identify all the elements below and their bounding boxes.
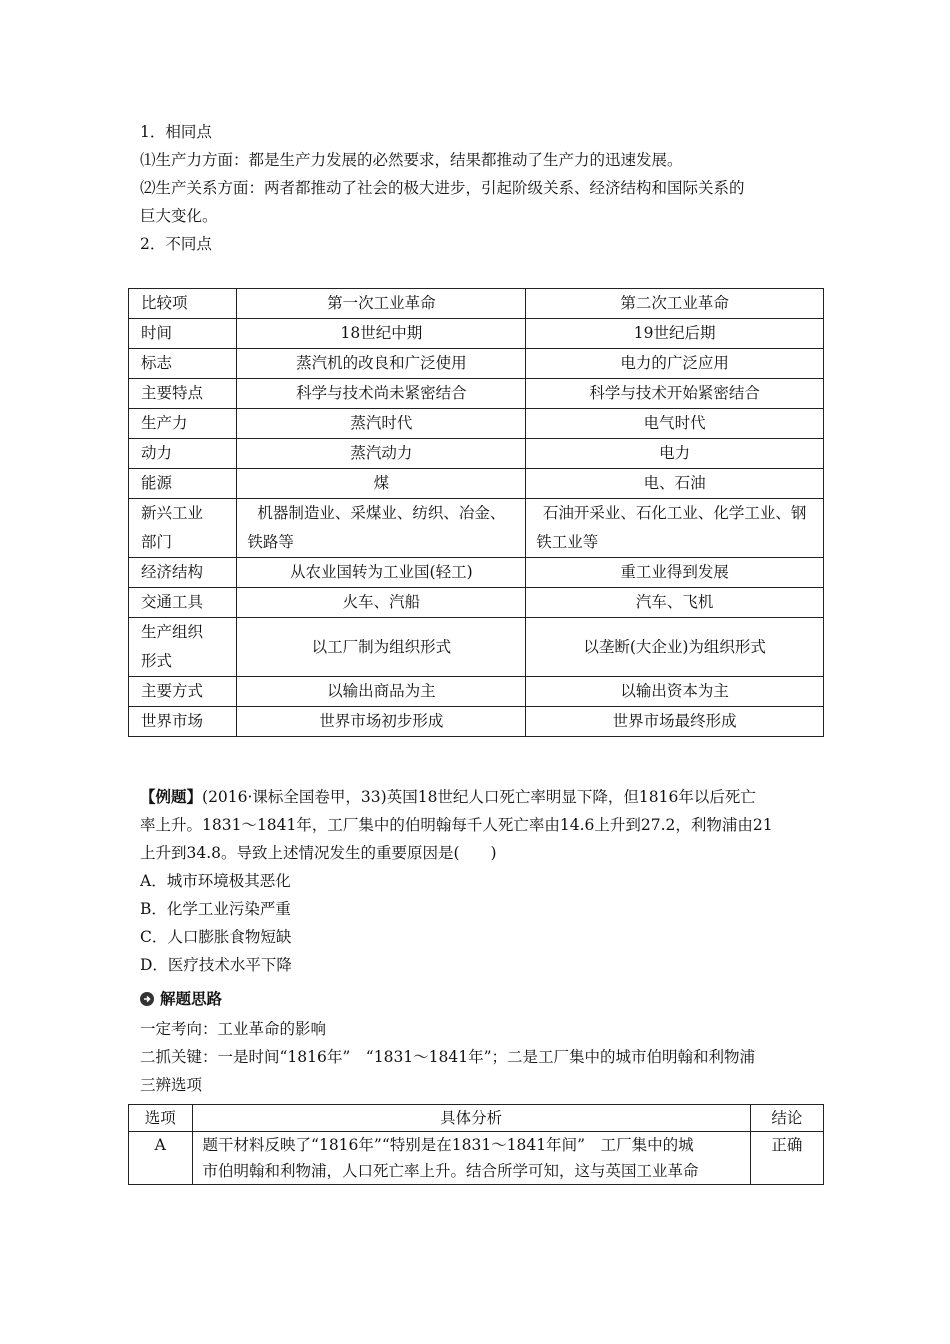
- table-cell: 18世纪中期: [237, 319, 526, 349]
- table-header: 第一次工业革命: [237, 289, 526, 319]
- table-cell: [129, 618, 237, 677]
- paragraph-relations: ⑵生产关系方面：两者都推动了社会的极大进步，引起阶级关系、经济结构和国际关系的: [140, 179, 745, 197]
- cell-line: 铁路等: [247, 533, 294, 551]
- table-cell: 电力的广泛应用: [526, 349, 824, 379]
- example-line-1: [140, 786, 756, 808]
- table-row: [129, 439, 824, 469]
- table-cell: [192, 1132, 750, 1185]
- table-row: [129, 319, 824, 349]
- table-cell: 主要方式: [129, 677, 237, 707]
- comparison-table: [128, 288, 824, 737]
- arrow-right-icon: [140, 992, 154, 1006]
- heading-similarities: 1．相同点: [140, 123, 212, 141]
- table-cell: 世界市场初步形成: [237, 707, 526, 737]
- cell-line: 部门: [141, 533, 173, 551]
- cell-line: 题干材料反映了“1816年”“特别是在1831～1841年间” 工厂集中的城: [202, 1136, 694, 1154]
- analysis-table: [128, 1104, 824, 1185]
- table-cell: 主要特点: [129, 379, 237, 409]
- table-cell: 以垄断(大企业)为组织形式: [526, 618, 824, 677]
- solution-title: 解题思路: [160, 989, 223, 1008]
- table-cell: 交通工具: [129, 588, 237, 618]
- solution-step-3: 三辨选项: [140, 1076, 203, 1094]
- table-cell: 以输出资本为主: [526, 677, 824, 707]
- option-c: C．人口膨胀食物短缺: [140, 928, 292, 946]
- table-cell: 科学与技术尚未紧密结合: [237, 379, 526, 409]
- paragraph-relations-cont: 巨大变化。: [140, 207, 218, 225]
- table-cell: [129, 499, 237, 558]
- table-cell: 生产力: [129, 409, 237, 439]
- table-row: [129, 677, 824, 707]
- table-header: 第二次工业革命: [526, 289, 824, 319]
- table-cell: 蒸汽动力: [237, 439, 526, 469]
- option-d: D．医疗技术水平下降: [140, 956, 292, 974]
- solution-step-2: 二抓关键：一是时间“1816年” “1831～1841年”；二是工厂集中的城市伯明翰和利物浦: [140, 1048, 756, 1066]
- cell-line: 铁工业等: [536, 533, 599, 551]
- table-cell: 动力: [129, 439, 237, 469]
- table-header: 选项: [129, 1105, 193, 1132]
- table-row: [129, 588, 824, 618]
- table-cell: 以输出商品为主: [237, 677, 526, 707]
- table-cell: [237, 499, 526, 558]
- heading-differences: 2．不同点: [140, 235, 212, 253]
- cell-line: 石油开采业、石化工业、化学工业、钢: [542, 504, 807, 522]
- example-tag: 【例题】: [140, 787, 203, 806]
- table-cell: 电力: [526, 439, 824, 469]
- table-cell: 世界市场最终形成: [526, 707, 824, 737]
- cell-line: 新兴工业: [141, 504, 204, 522]
- example-line-3: 上升到34.8。导致上述情况发生的重要原因是( ): [140, 844, 497, 862]
- solution-step-1: 一定考向：工业革命的影响: [140, 1020, 327, 1038]
- example-line-2: 率上升。1831～1841年，工厂集中的伯明翰每千人死亡率由14.6上升到27.2，利物浦由21: [140, 816, 773, 834]
- cell-line: 形式: [141, 652, 173, 670]
- table-cell: 世界市场: [129, 707, 237, 737]
- table-cell: 电、石油: [526, 469, 824, 499]
- table-cell: 蒸汽时代: [237, 409, 526, 439]
- table-header-row: [129, 1105, 824, 1132]
- table-cell: 能源: [129, 469, 237, 499]
- table-row: [129, 499, 824, 558]
- table-cell: 时间: [129, 319, 237, 349]
- table-cell: 电气时代: [526, 409, 824, 439]
- cell-line: 机器制造业、采煤业、纺织、冶金、: [257, 504, 506, 522]
- table-row: [129, 379, 824, 409]
- table-row: [129, 469, 824, 499]
- table-cell: 火车、汽船: [237, 588, 526, 618]
- solution-heading: [140, 988, 222, 1010]
- table-cell: [526, 499, 824, 558]
- table-row: [129, 558, 824, 588]
- table-cell: 科学与技术开始紧密结合: [526, 379, 824, 409]
- table-cell: 以工厂制为组织形式: [237, 618, 526, 677]
- paragraph-productivity: ⑴生产力方面：都是生产力发展的必然要求，结果都推动了生产力的迅速发展。: [140, 151, 683, 169]
- table-row: [129, 349, 824, 379]
- cell-line: 生产组织: [141, 623, 204, 641]
- table-cell: 从农业国转为工业国(轻工): [237, 558, 526, 588]
- option-a: A．城市环境极其恶化: [140, 872, 291, 890]
- table-cell: 19世纪后期: [526, 319, 824, 349]
- cell-line: 市伯明翰和利物浦，人口死亡率上升。结合所学可知，这与英国工业革命: [202, 1162, 699, 1180]
- table-cell: 重工业得到发展: [526, 558, 824, 588]
- table-cell: 汽车、飞机: [526, 588, 824, 618]
- table-cell: 经济结构: [129, 558, 237, 588]
- table-cell: 煤: [237, 469, 526, 499]
- example-text: (2016·课标全国卷甲，33)英国18世纪人口死亡率明显下降，但1816年以后死亡: [202, 788, 756, 806]
- table-cell: 蒸汽机的改良和广泛使用: [237, 349, 526, 379]
- table-row: [129, 707, 824, 737]
- table-header: 具体分析: [192, 1105, 750, 1132]
- table-cell: 正确: [750, 1132, 823, 1185]
- table-row: [129, 618, 824, 677]
- table-header-row: [129, 289, 824, 319]
- option-b: B．化学工业污染严重: [140, 900, 291, 918]
- table-header: 比较项: [129, 289, 237, 319]
- table-header: 结论: [750, 1105, 823, 1132]
- table-row: [129, 1132, 824, 1185]
- table-row: [129, 409, 824, 439]
- table-cell: 标志: [129, 349, 237, 379]
- table-cell: A: [129, 1132, 193, 1185]
